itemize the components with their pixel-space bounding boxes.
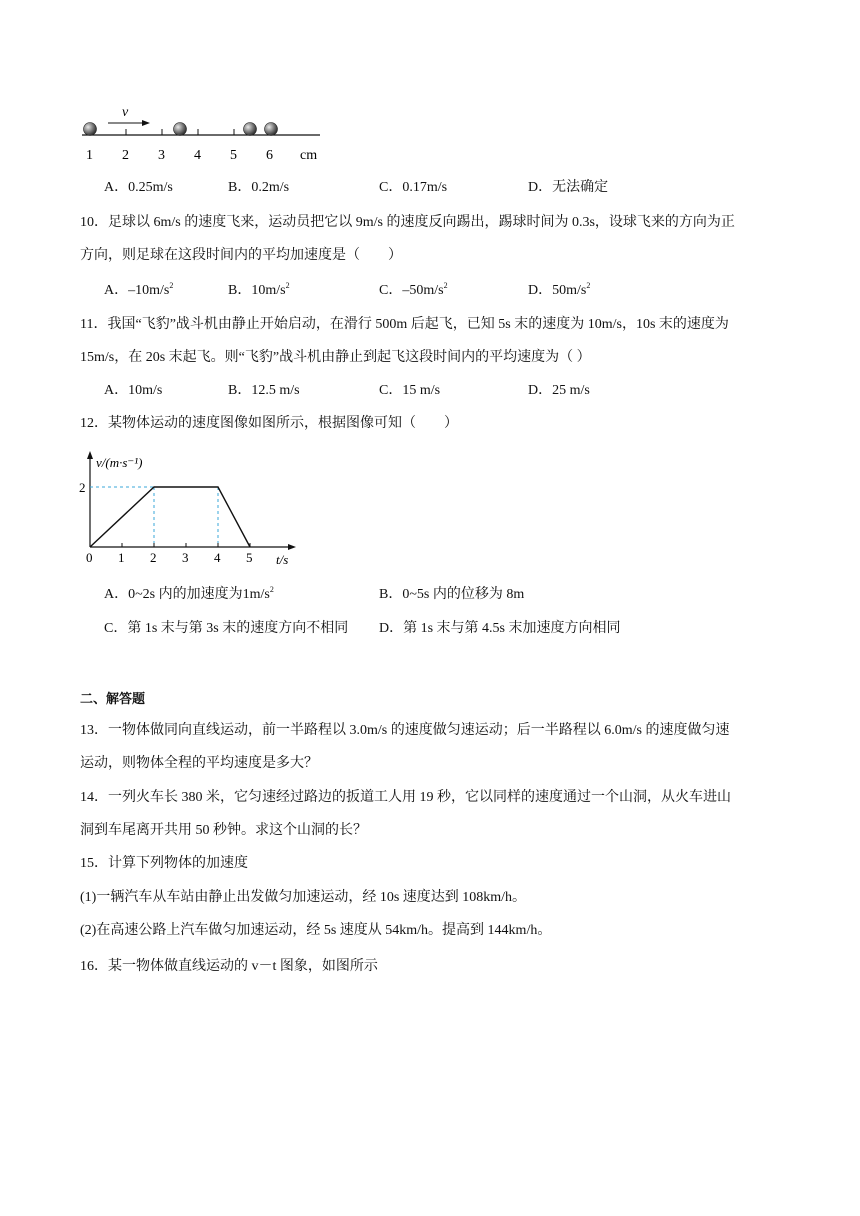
q12-option-d[interactable]: D．第 1s 末与第 4.5s 末加速度方向相同 bbox=[379, 621, 621, 636]
velocity-label: v bbox=[122, 105, 129, 120]
q11-text-line1: 11．我国“飞豹”战斗机由静止开始启动，在滑行 500m 后起飞，已知 5s 末的速度为 10m/s，10s 末的速度为 bbox=[80, 317, 729, 332]
chart-x-axis-label: t/s bbox=[276, 552, 289, 567]
q10-option-b-sup: 2 bbox=[285, 281, 290, 290]
velocity-time-chart bbox=[76, 447, 316, 573]
q11-option-c[interactable]: C．15 m/s bbox=[379, 383, 441, 398]
chart-x-tick-label: 0 bbox=[86, 550, 93, 565]
chart-x-tick-label: 3 bbox=[182, 550, 189, 565]
q16-text-line1: 16．某一物体做直线运动的 v－t 图象，如图所示 bbox=[80, 959, 378, 974]
velocity-arrowhead bbox=[142, 120, 150, 126]
q10-option-c-text: C．–50m/s bbox=[379, 283, 444, 298]
ball-3 bbox=[244, 123, 257, 136]
ruler-figure bbox=[78, 100, 338, 164]
section-heading: 二、解答题 bbox=[80, 692, 146, 707]
ruler-tick-label: 5 bbox=[230, 148, 237, 163]
q13-text-line2: 运动，则物体全程的平均速度是多大？ bbox=[80, 756, 318, 771]
q10-option-a[interactable] bbox=[104, 281, 173, 301]
chart-x-tick-label: 1 bbox=[118, 550, 125, 565]
q12-option-a[interactable] bbox=[104, 585, 274, 605]
ruler-tick-label: 2 bbox=[122, 148, 129, 163]
q11-text-line2: 15m/s，在 20s 末起飞。则“飞豹”战斗机由静止到起飞这段时间内的平均速度为（ ） bbox=[80, 350, 591, 365]
q11-option-b[interactable]: B．12.5 m/s bbox=[228, 383, 300, 398]
q10-option-c[interactable] bbox=[379, 281, 448, 301]
q12-option-a-text: A．0~2s 内的加速度为1m/s bbox=[104, 587, 270, 602]
chart-x-arrowhead bbox=[288, 544, 296, 550]
q12-option-c[interactable]: C．第 1s 末与第 3s 末的速度方向不相同 bbox=[104, 621, 349, 636]
ruler-tick-label: 3 bbox=[158, 148, 165, 163]
ball-2 bbox=[174, 123, 187, 136]
q14-text-line1: 14．一列火车长 380 米，它匀速经过路边的扳道工人用 19 秒，它以同样的速度通过一个山洞，从火车进山 bbox=[80, 790, 731, 805]
q10-option-d[interactable] bbox=[528, 281, 590, 301]
q10-option-d-sup: 2 bbox=[586, 281, 591, 290]
q11-option-a[interactable]: A．10m/s bbox=[104, 383, 163, 398]
q12-option-a-sup: 2 bbox=[269, 585, 274, 594]
ruler-tick-label: 4 bbox=[194, 148, 201, 163]
q10-option-b[interactable] bbox=[228, 281, 290, 301]
chart-y-arrowhead bbox=[87, 451, 93, 459]
ruler-unit-label: cm bbox=[300, 148, 318, 163]
q10-option-b-text: B．10m/s bbox=[228, 283, 286, 298]
q11-option-d[interactable]: D．25 m/s bbox=[528, 383, 590, 398]
q12-option-b[interactable]: B．0~5s 内的位移为 8m bbox=[379, 587, 525, 602]
q9-option-b[interactable]: B．0.2m/s bbox=[228, 180, 290, 195]
q15-text-line1: 15．计算下列物体的加速度 bbox=[80, 856, 248, 871]
q10-option-a-text: A．–10m/s bbox=[104, 283, 170, 298]
chart-y-axis-label: v/(m·s⁻¹) bbox=[96, 455, 143, 470]
q10-option-a-sup: 2 bbox=[169, 281, 174, 290]
ruler-tick-label: 6 bbox=[266, 148, 273, 163]
chart-x-tick-label: 2 bbox=[150, 550, 157, 565]
q10-option-d-text: D．50m/s bbox=[528, 283, 587, 298]
chart-x-tick-label: 5 bbox=[246, 550, 253, 565]
q15-part1: (1)一辆汽车从车站由静止出发做匀加速运动，经 10s 速度达到 108km/h。 bbox=[80, 890, 527, 905]
q9-option-d[interactable]: D．无法确定 bbox=[528, 180, 609, 195]
ball-1 bbox=[84, 123, 97, 136]
q15-part2: (2)在高速公路上汽车做匀加速运动，经 5s 速度从 54km/h。提高到 144km/h。 bbox=[80, 923, 552, 938]
q12-text-line1: 12．某物体运动的速度图像如图所示，根据图像可知（ ） bbox=[80, 416, 458, 431]
q9-option-c[interactable]: C．0.17m/s bbox=[379, 180, 448, 195]
chart-x-tick-label: 4 bbox=[214, 550, 221, 565]
ball-4 bbox=[265, 123, 278, 136]
q13-text-line1: 13．一物体做同向直线运动，前一半路程以 3.0m/s 的速度做匀速运动；后一半路程以 6.0m/s 的速度做匀速 bbox=[80, 723, 730, 738]
q10-text-line1: 10．足球以 6m/s 的速度飞来，运动员把它以 9m/s 的速度反向踢出，踢球时间为 0.3s，设球飞来的方向为正 bbox=[80, 215, 735, 230]
q10-option-c-sup: 2 bbox=[443, 281, 448, 290]
ruler-tick-label: 1 bbox=[86, 148, 93, 163]
q10-text-line2: 方向，则足球在这段时间内的平均加速度是（ ） bbox=[80, 248, 402, 263]
chart-y-tick-label: 2 bbox=[79, 480, 86, 495]
q9-option-a[interactable]: A．0.25m/s bbox=[104, 180, 173, 195]
q14-text-line2: 洞到车尾离开共用 50 秒钟。求这个山洞的长？ bbox=[80, 823, 367, 838]
chart-series-line bbox=[90, 487, 250, 547]
